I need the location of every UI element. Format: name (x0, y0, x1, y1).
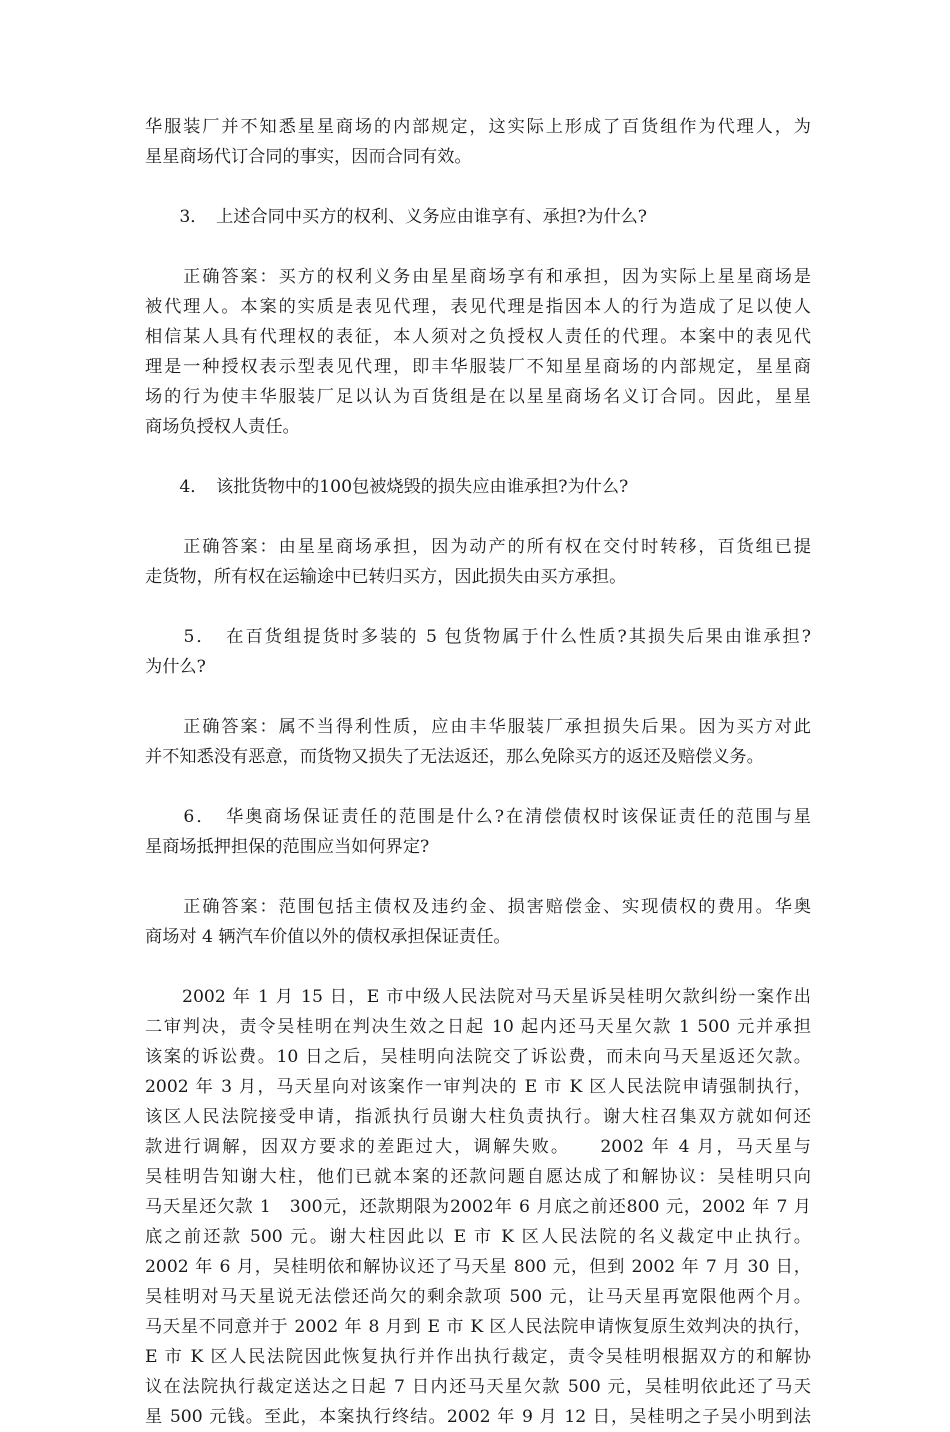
text-line: 正确答案：属不当得利性质，应由丰华服装厂承担损失后果。因为买方对此 (145, 717, 811, 737)
text-line: 星星商场代订合同的事实，因而合同有效。 (145, 147, 472, 167)
text-line: 吴桂明对马天星说无法偿还尚欠的剩余款项 500 元，让马天星再宽限他两个月。 (145, 1287, 811, 1307)
intro-paragraph (145, 112, 811, 172)
question-4: 4． 该批货物中的100包被烧毁的损失应由谁承担?为什么? (145, 477, 629, 497)
text-line: 底之前还款 500 元。谢大柱因此以 E 市 K 区人民法院的名义裁定中止执行。 (145, 1227, 811, 1247)
answer-3 (145, 262, 811, 442)
answer-6 (145, 892, 811, 952)
text-line: 正确答案：由星星商场承担，因为动产的所有权在交付时转移，百货组已提 (145, 537, 811, 557)
text-line: 被代理人。本案的实质是表见代理，表见代理是指因本人的行为造成了足以使人 (145, 297, 811, 317)
text-line: 5． 在百货组提货时多装的 5 包货物属于什么性质?其损失后果由谁承担? (145, 627, 811, 647)
text-line: 该案的诉讼费。10 日之后，吴桂明向法院交了诉讼费，而未向马天星返还欠款。 (145, 1047, 811, 1067)
text-line: 走货物，所有权在运输途中已转归买方，因此损失由买方承担。 (145, 567, 627, 587)
text-line: 议在法院执行裁定送达之日起 7 日内还马天星欠款 500 元，吴桂明依此还了马天 (145, 1377, 811, 1397)
answer-5 (145, 712, 811, 772)
case-paragraph (145, 982, 811, 1432)
question-3: 3． 上述合同中买方的权利、义务应由谁享有、承担?为什么? (145, 207, 648, 227)
text-line: 正确答案：买方的权利义务由星星商场享有和承担，因为实际上星星商场是 (145, 267, 811, 287)
text-line: 马天星不同意并于 2002 年 8 月到 E 市 K 区人民法院申请恢复原生效判决的执行， (145, 1317, 811, 1337)
question-6 (145, 802, 811, 862)
text-line: 款进行调解，因双方要求的差距过大，调解失败。 2002 年 4 月，马天星与 (145, 1137, 811, 1157)
text-line: 马天星还欠款 1 300元，还款期限为2002年 6 月底之前还800 元，2002 年 7 月 (145, 1197, 811, 1217)
question-5 (145, 622, 811, 682)
text-line: 2002 年 6 月，吴桂明依和解协议还了马天星 800 元，但到 2002 年 7 月 30 日， (145, 1257, 811, 1277)
text-line: 相信某人具有代理权的表征，本人须对之负授权人责任的代理。本案中的表见代 (145, 327, 811, 347)
text-line: 星商场抵押担保的范围应当如何界定? (145, 837, 430, 857)
text-line: 二审判决，责令吴桂明在判决生效之日起 10 起内还马天星欠款 1 500 元并承担 (145, 1017, 811, 1037)
text-line: 正确答案：范围包括主债权及违约金、损害赔偿金、实现债权的费用。华奥 (145, 897, 811, 917)
text-line: 6． 华奥商场保证责任的范围是什么?在清偿债权时该保证责任的范围与星 (145, 807, 811, 827)
text-line: E 市 K 区人民法院因此恢复执行并作出执行裁定，责令吴桂明根据双方的和解协 (145, 1347, 811, 1367)
text-line: 理是一种授权表示型表见代理，即丰华服装厂不知星星商场的内部规定，星星商 (145, 357, 811, 377)
text-line: 商场对 4 辆汽车价值以外的债权承担保证责任。 (145, 927, 511, 947)
document-page (145, 112, 811, 1432)
answer-4 (145, 532, 811, 592)
text-line: 星 500 元钱。至此，本案执行终结。2002 年 9 月 12 日，吴桂明之子吴小明到法 (145, 1407, 811, 1427)
text-line: 并不知悉没有恶意，而货物又损失了无法返还，那么免除买方的返还及赔偿义务。 (145, 747, 764, 767)
text-line: 该区人民法院接受申请，指派执行员谢大柱负责执行。谢大柱召集双方就如何还 (145, 1107, 811, 1127)
text-line: 商场负授权人责任。 (145, 417, 300, 437)
text-line: 2002 年 3 月，马天星向对该案作一审判决的 E 市 K 区人民法院申请强制执行， (145, 1077, 811, 1097)
text-line: 2002 年 1 月 15 日，E 市中级人民法院对马天星诉吴桂明欠款纠纷一案作出 (145, 987, 811, 1007)
text-line: 华服装厂并不知悉星星商场的内部规定，这实际上形成了百货组作为代理人，为 (145, 117, 811, 137)
text-line: 场的行为使丰华服装厂足以认为百货组是在以星星商场名义订合同。因此，星星 (145, 387, 811, 407)
text-line: 吴桂明告知谢大柱，他们已就本案的还款问题自愿达成了和解协议：吴桂明只向 (145, 1167, 811, 1187)
text-line: 为什么? (145, 657, 206, 677)
